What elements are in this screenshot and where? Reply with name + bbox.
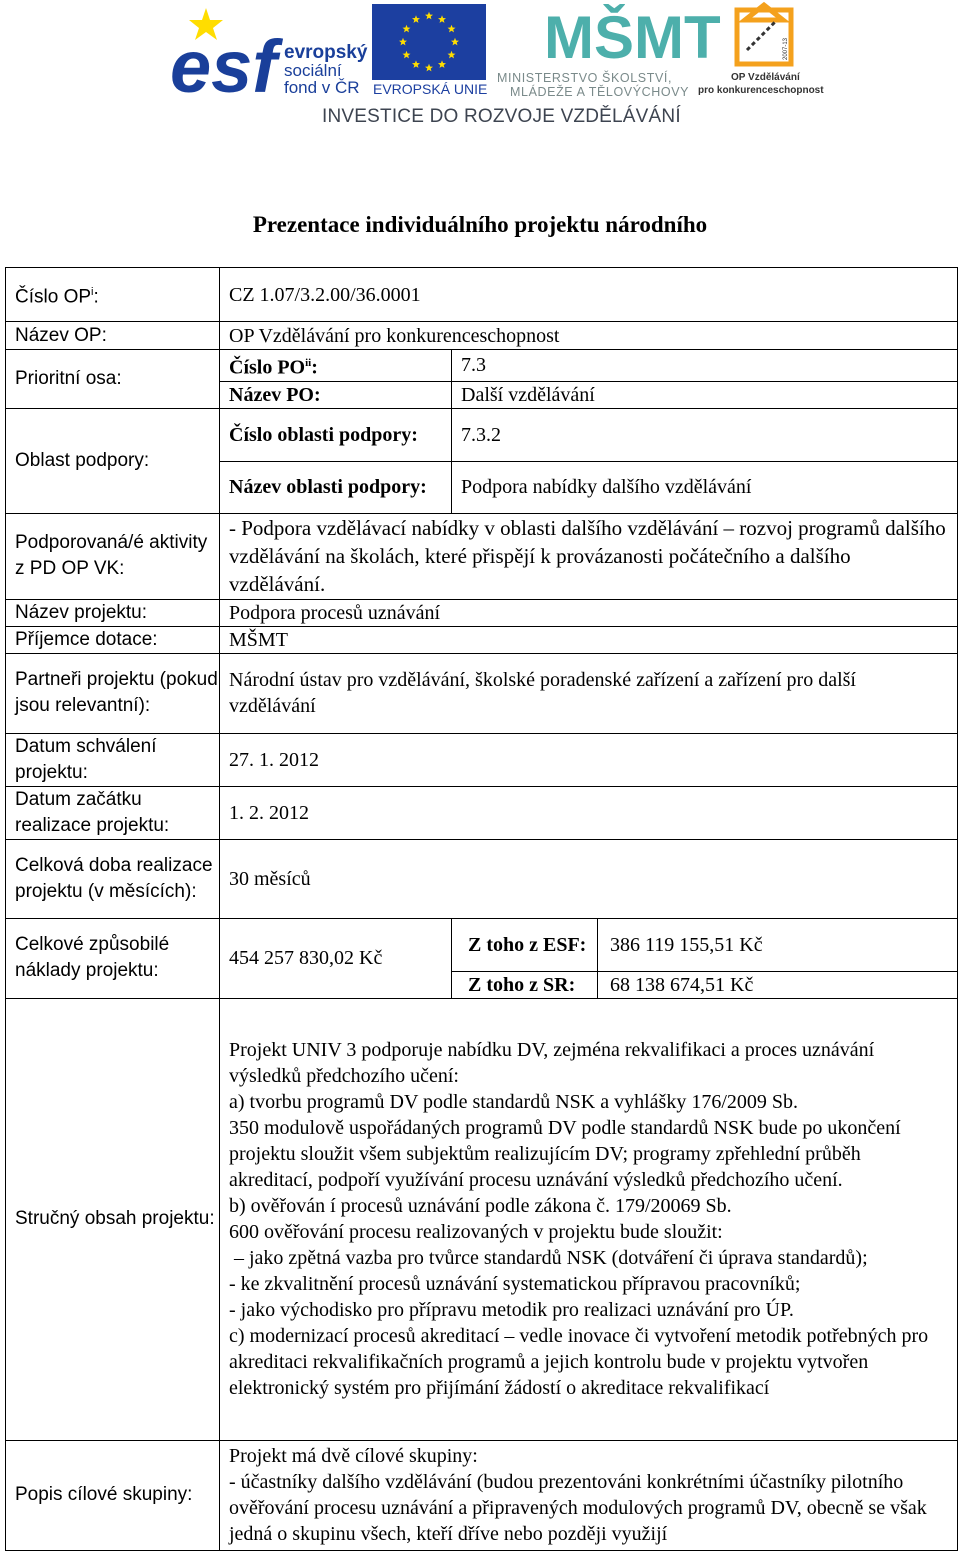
value-z-toho-esf: 386 119 155,51 Kč (598, 918, 958, 971)
obsah-paragraph: – jako zpětná vazba pro tvůrce standardů NSK (dotváření či úprava standardů); (229, 1247, 868, 1270)
value-nazev-projektu: Podpora procesů uznávání (220, 599, 958, 626)
row-cilove-skupiny (6, 1440, 958, 1550)
label-nazev-po: Název PO: (220, 381, 452, 408)
obsah-paragraph: 350 modulově uspořádaných programů DV podle standardů NSK bude po ukončení projektu sloužit všem subjektům realizujícím DV; programy zpřehlední průběh akreditací, podpoří využívání procesu uznávání výsledků předchozího učení. (229, 1117, 901, 1192)
label-cilove-skupiny: Popis cílové skupiny: (6, 1440, 220, 1550)
label-z-toho-esf: Z toho z ESF: (452, 918, 598, 971)
row-aktivity (6, 513, 958, 599)
cilove-paragraph: - účastníky dalšího vzdělávání (budou prezentováni konkrétními účastníky pilotního ověřování procesu uznávání a připravených modulových programů DV, obecně se však jedná o skupinu všech, kteří dříve nebo později využijí (229, 1471, 927, 1546)
value-prijemce: MŠMT (220, 626, 958, 653)
value-cislo-op: CZ 1.07/3.2.00/36.0001 (220, 268, 958, 322)
label-cislo-op: Číslo $OP^i$: (6, 268, 220, 322)
row-datum-schvaleni (6, 733, 958, 786)
op-years: 2007-13 (783, 37, 789, 60)
label-z-toho-sr: Z toho z SR: (452, 971, 598, 998)
row-doba (6, 839, 958, 918)
value-datum-zacatku: 1. 2. 2012 (220, 786, 958, 839)
label-datum-schvaleni: Datum schválení projektu: (6, 733, 220, 786)
page-title: Prezentace individuálního projektu národního (252, 212, 708, 237)
eu-logo (372, 4, 487, 97)
label-nazev-op: Název OP: (6, 322, 220, 350)
row-prijemce (6, 626, 958, 653)
esf-line1: evropský (284, 42, 368, 63)
label-nazev-projektu: Název projektu: (6, 599, 220, 626)
esf-line2: sociální (284, 61, 342, 80)
obsah-paragraph: b) ověřován í procesů uznávání podle zákona č. 179/20069 Sb. (229, 1195, 732, 1218)
value-nazev-oblasti: Podpora nabídky dalšího vzdělávání (452, 461, 958, 513)
esf-line3: fond v ČR (284, 78, 360, 97)
label-cislo-oblasti: Číslo oblasti podpory: (220, 408, 452, 461)
value-obsah (220, 998, 958, 1440)
value-cilove-skupiny (220, 1440, 958, 1550)
value-z-toho-sr: 68 138 674,51 Kč (598, 971, 958, 998)
value-cislo-oblasti: 7.3.2 (452, 408, 958, 461)
esf-mark: esf (170, 25, 277, 108)
label-oblast-podpory: Oblast podpory: (6, 408, 220, 513)
msmt-line2: MLÁDEŽE A TĚLOVÝCHOVY (510, 85, 690, 99)
label-prijemce: Příjemce dotace: (6, 626, 220, 653)
label-prioritni-osa: Prioritní osa: (6, 350, 220, 409)
row-oblast-podpory (6, 408, 958, 461)
label-aktivity: Podporovaná/é aktivity z PD OP VK: (6, 513, 220, 599)
value-doba: 30 měsíců (220, 839, 958, 918)
obsah-paragraph: 600 ověřování procesu realizovaných v projektu bude sloužit: (229, 1221, 723, 1244)
value-partneri: Národní ústav pro vzdělávání, školské poradenské zařízení a zařízení pro další vzdělávání (220, 653, 958, 733)
msmt-logo (497, 4, 721, 99)
obsah-paragraph: - jako východisko pro přípravu metodik pro realizaci uznávání pro ÚP. (229, 1299, 794, 1322)
row-nazev-projektu (6, 599, 958, 626)
row-cislo-op (6, 268, 958, 322)
value-datum-schvaleni: 27. 1. 2012 (220, 733, 958, 786)
project-table (5, 267, 958, 1551)
row-partneri (6, 653, 958, 733)
label-naklady: Celkové způsobilé náklady projektu: (6, 918, 220, 998)
cilove-paragraph: Projekt má dvě cílové skupiny: (229, 1445, 478, 1468)
value-nazev-po: Další vzdělávání (452, 381, 958, 408)
row-obsah (6, 998, 958, 1440)
label-datum-zacatku: Datum začátku realizace projektu: (6, 786, 220, 839)
esf-logo (170, 8, 368, 108)
row-nazev-op (6, 322, 958, 350)
tagline: INVESTICE DO ROZVOJE VZDĚLÁVÁNÍ (322, 106, 681, 127)
label-doba: Celková doba realizace projektu (v měsících): (6, 839, 220, 918)
row-datum-zacatku (6, 786, 958, 839)
msmt-line1: MINISTERSTVO ŠKOLSTVÍ, (497, 71, 673, 85)
value-nazev-op: OP Vzdělávání pro konkurenceschopnost (220, 322, 958, 350)
value-naklady: 454 257 830,02 Kč (220, 918, 452, 998)
op-line2: pro konkurenceschopnost (698, 85, 824, 96)
row-prioritni-osa (6, 350, 958, 382)
label-nazev-oblasti: Název oblasti podpory: (220, 461, 452, 513)
label-obsah: Stručný obsah projektu: (6, 998, 220, 1440)
op-line1: OP Vzdělávání (731, 72, 800, 83)
label-partneri: Partneři projektu (pokud jsou relevantní): (6, 653, 220, 733)
obsah-paragraph: c) modernizací procesů akreditací – vedle inovace či vytvoření metodik potřebných pro akreditaci rekvalifikačních programů a jejich kontrolu bude v projektu vytvořen elektronický systém pro přijímání žádostí o akreditace rekvalifikací (229, 1325, 929, 1400)
eu-caption: EVROPSKÁ UNIE (373, 81, 488, 97)
obsah-paragraph: - ke zkvalitnění procesů uznávání systematickou přípravou pracovníků; (229, 1273, 801, 1296)
label-cislo-po: Číslo PO$^{ii}$: (220, 350, 452, 382)
msmt-mark: MŠMT (544, 4, 721, 71)
obsah-paragraph: a) tvorbu programů DV podle standardů NSK a vyhlášky 176/2009 Sb. (229, 1091, 799, 1114)
obsah-paragraph: Projekt UNIV 3 podporuje nabídku DV, zejména rekvalifikaci a proces uznávání výsledků předchozího učení: (229, 1039, 875, 1088)
value-cislo-po: 7.3 (452, 350, 958, 382)
value-aktivity: - Podpora vzdělávací nabídky v oblasti dalšího vzdělávání – rozvoj programů dalšího vzdělávání na školách, které přispějí k provázanosti počátečního a dalšího vzdělávání. (220, 513, 958, 599)
row-naklady (6, 918, 958, 971)
